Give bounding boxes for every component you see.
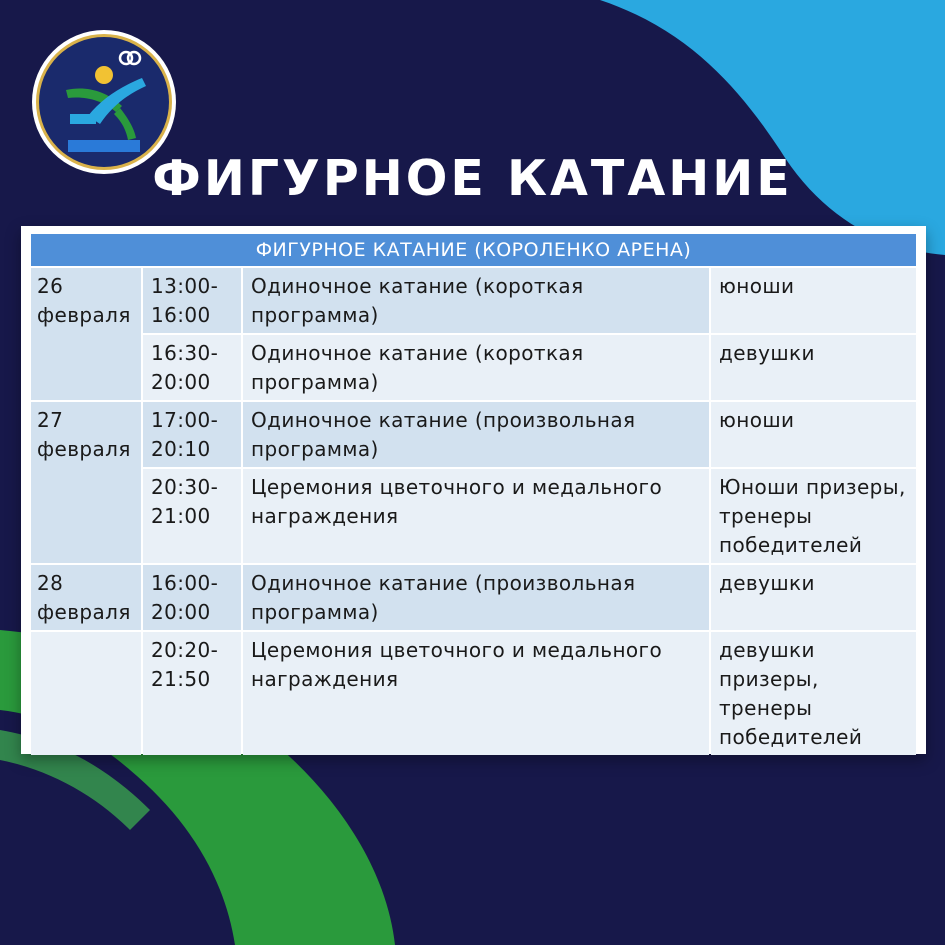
event-cell: Одиночное катание (произвольная программа) — [243, 565, 709, 630]
group-cell: девушки — [711, 565, 916, 630]
table-row — [31, 268, 916, 333]
schedule-table — [29, 232, 918, 757]
time-cell: 17:00- 20:10 — [143, 402, 241, 467]
table-row — [31, 632, 916, 755]
group-cell: девушки — [711, 335, 916, 400]
event-cell: Одиночное катание (произвольная программа) — [243, 402, 709, 467]
group-cell: девушки призеры, тренеры победителей — [711, 632, 916, 755]
time-cell: 16:30- 20:00 — [143, 335, 241, 400]
date-cell: 27 февраля — [31, 402, 141, 563]
table-row — [31, 565, 916, 630]
time-cell: 20:20- 21:50 — [143, 632, 241, 755]
time-cell: 16:00- 20:00 — [143, 565, 241, 630]
event-cell: Одиночное катание (короткая программа) — [243, 268, 709, 333]
blue-swoosh — [600, 0, 945, 255]
date-cell: 26 февраля — [31, 268, 141, 400]
group-cell: юноши — [711, 402, 916, 467]
schedule-card — [21, 226, 926, 754]
event-cell: Одиночное катание (короткая программа) — [243, 335, 709, 400]
time-cell: 13:00- 16:00 — [143, 268, 241, 333]
date-cell: 28 февраля — [31, 565, 141, 630]
group-cell: Юноши призеры, тренеры победителей — [711, 469, 916, 563]
time-cell: 20:30- 21:00 — [143, 469, 241, 563]
group-cell: юноши — [711, 268, 916, 333]
page-title: ФИГУРНОЕ КАТАНИЕ — [152, 150, 793, 207]
table-row — [31, 469, 916, 563]
table-row — [31, 335, 916, 400]
event-cell: Церемония цветочного и медального награждения — [243, 469, 709, 563]
date-cell-empty — [31, 632, 141, 755]
table-header: ФИГУРНОЕ КАТАНИЕ (КОРОЛЕНКО АРЕНА) — [31, 234, 916, 266]
table-header-row — [31, 234, 916, 266]
table-row — [31, 402, 916, 467]
event-cell: Церемония цветочного и медального награждения — [243, 632, 709, 755]
